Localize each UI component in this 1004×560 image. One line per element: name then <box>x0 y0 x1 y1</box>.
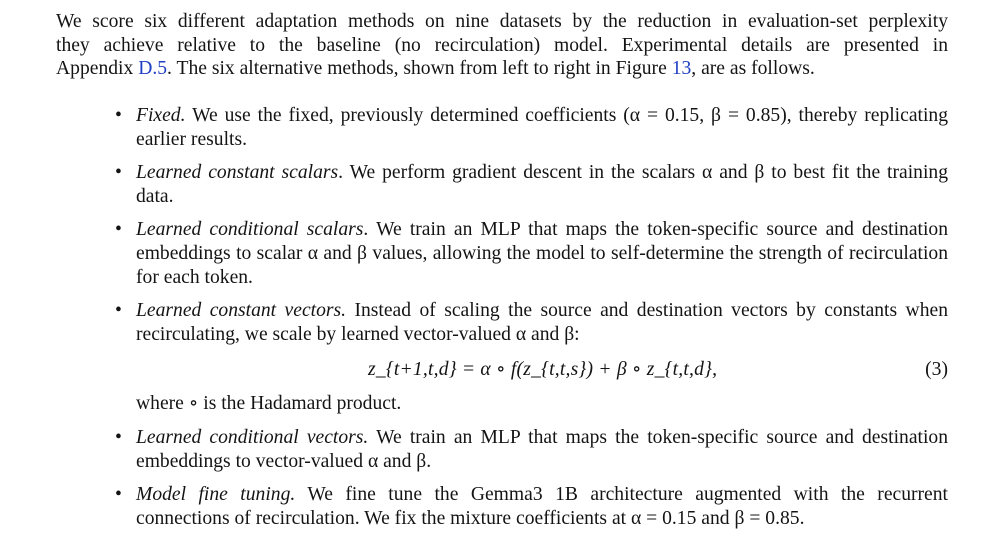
methods-list <box>115 104 948 540</box>
bullet-icon: • <box>115 162 122 184</box>
item-text: We fine tune the Gemma3 1B architecture augmented with the recurrent connections of recirculation. We fix the mixture coefficients at α = 0.15 and β = 0.85. <box>136 484 948 529</box>
item-text: We use the fixed, previously determined coefficients (α = 0.15, β = 0.85), thereby replicating earlier results. <box>136 105 949 150</box>
appendix-link[interactable]: D.5 <box>138 58 168 80</box>
item-title: Learned conditional vectors. <box>136 426 369 448</box>
list-item-learned-conditional-vectors <box>115 426 948 473</box>
item-title: Model fine tuning. <box>136 484 296 506</box>
intro-line-3-end: , are as follows. <box>691 58 815 80</box>
item-title: Learned constant vectors. <box>136 300 347 322</box>
equation-number: (3) <box>925 359 948 381</box>
bullet-icon: • <box>115 300 122 322</box>
item-text: . We perform gradient descent in the scalars α and β to best fit the training data. <box>136 162 948 207</box>
equation-note: where ∘ is the Hadamard product. <box>136 393 402 415</box>
intro-paragraph <box>56 10 948 81</box>
intro-line-1: We score six different adaptation methods on nine datasets by the reduction in evaluation-set perplexity <box>56 11 948 32</box>
item-title: Fixed. <box>136 105 186 126</box>
intro-line-3-middle: . The six alternative methods, shown from left to right in Figure <box>167 58 672 80</box>
bullet-icon: • <box>115 105 122 126</box>
intro-line-2: they achieve relative to the baseline (no recirculation) model. Experimental details are presented in <box>56 34 948 56</box>
bullet-icon: • <box>115 219 122 241</box>
item-text: . We train an MLP that maps the token-specific source and destination embeddings to scalar α and β values, allowing the model to self-determine the strength of recirculation for each token. <box>136 219 948 288</box>
list-item-fixed <box>115 104 948 151</box>
figure-link[interactable]: 13 <box>671 58 692 80</box>
bullet-icon: • <box>115 426 122 448</box>
item-title: Learned conditional scalars <box>136 219 364 241</box>
list-item-learned-constant-vectors <box>115 299 948 416</box>
list-item-learned-conditional-scalars <box>115 218 948 289</box>
equation <box>136 352 948 388</box>
bullet-icon: • <box>115 484 122 506</box>
item-text: Instead of scaling the source and destination vectors by constants when recirculating, we scale by learned vector-valued α and β: <box>136 300 948 345</box>
list-item-model-fine-tuning <box>115 483 948 530</box>
intro-line-3-start: Appendix <box>56 58 139 80</box>
equation-expression: z_{t+1,t,d} = α ∘ f(z_{t,t,s}) + β ∘ z_{t,t,d}, <box>368 359 718 381</box>
list-item-learned-constant-scalars <box>115 161 948 208</box>
item-text: We train an MLP that maps the token-specific source and destination embeddings to vector-valued α and β. <box>136 426 948 472</box>
item-title: Learned constant scalars <box>136 162 339 184</box>
intro-line-3 <box>56 57 948 81</box>
